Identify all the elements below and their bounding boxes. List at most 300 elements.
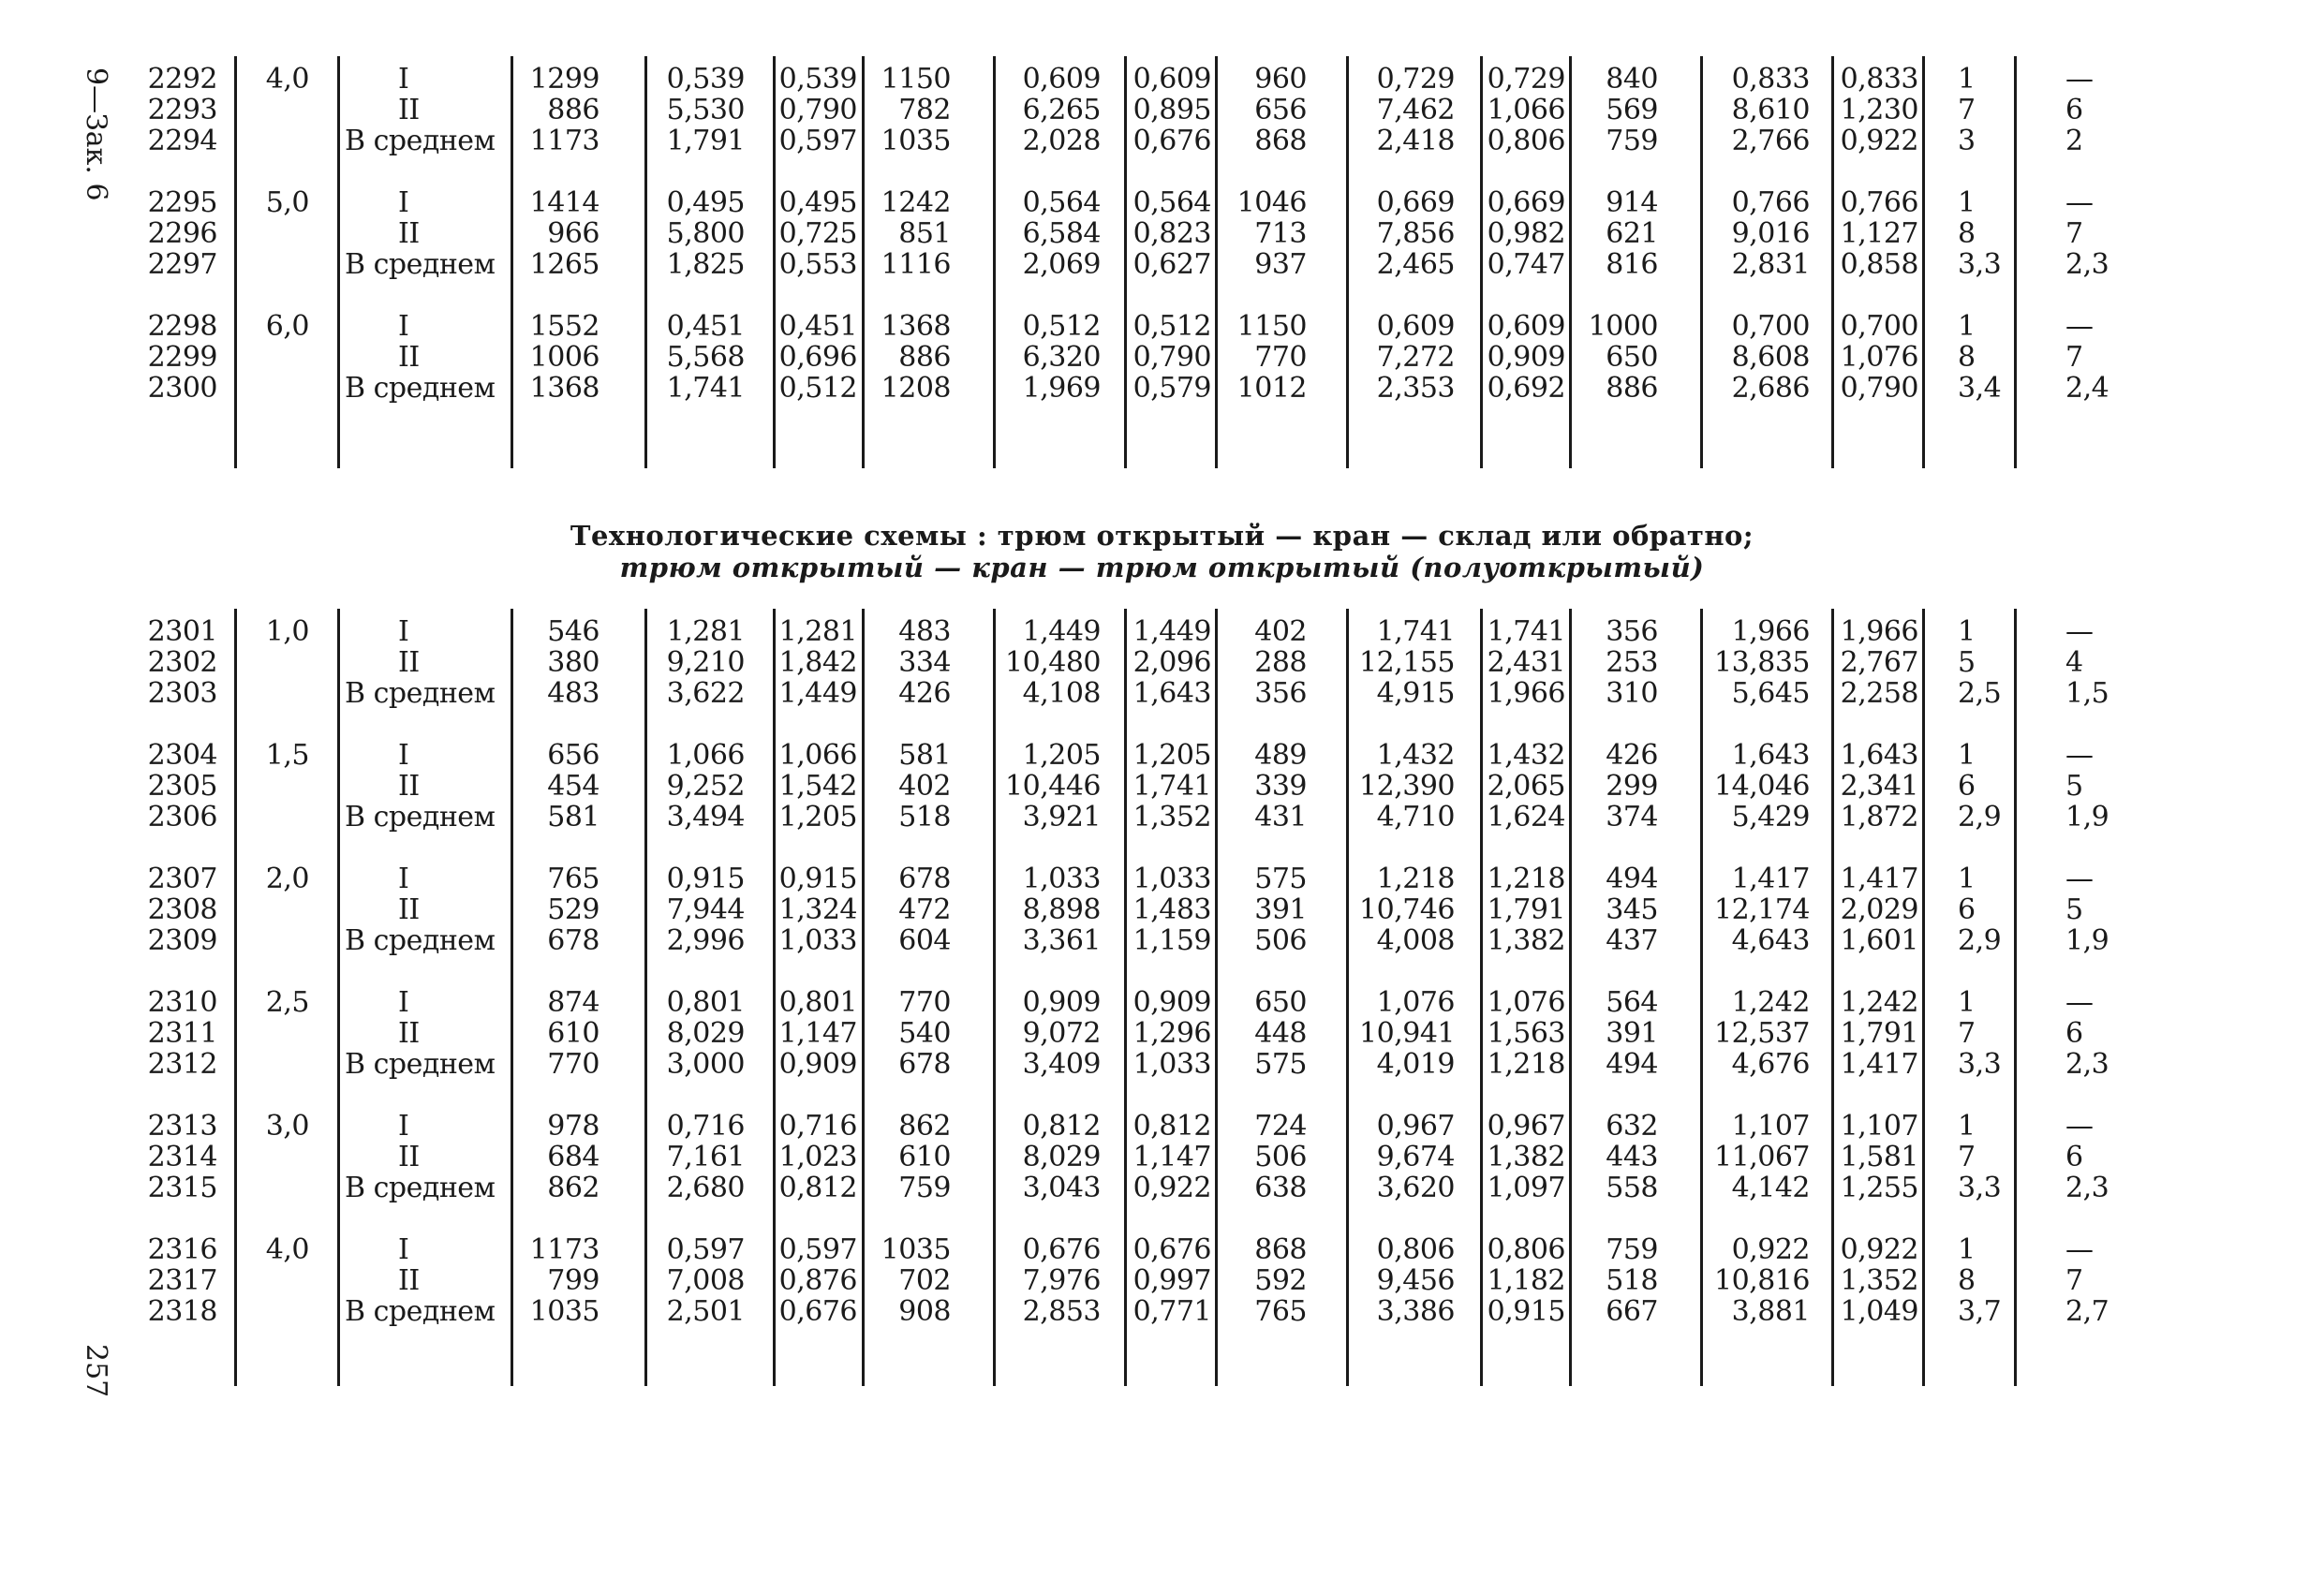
table-cell: 937 <box>1254 248 1307 281</box>
table-row <box>0 95 2324 125</box>
table-cell: 558 <box>1606 1172 1658 1204</box>
table-cell: 592 <box>1254 1264 1307 1297</box>
table-row <box>0 740 2324 771</box>
table-cell: 0,564 <box>1022 186 1101 219</box>
table-cell: 886 <box>1606 372 1658 405</box>
table-cell: 7 <box>2065 341 2083 374</box>
table-cell: 713 <box>1254 217 1307 250</box>
table-cell: 6,584 <box>1022 217 1101 250</box>
table-cell: 1,033 <box>1022 863 1101 895</box>
table-cell: 0,833 <box>1840 63 1918 96</box>
table-cell: 1,5 <box>2065 677 2109 710</box>
table-cell: 7,161 <box>666 1141 745 1173</box>
table-cell: 4,142 <box>1731 1172 1810 1204</box>
row-number: 2296 <box>147 217 217 250</box>
table-cell: 2,7 <box>2065 1295 2109 1328</box>
table-row <box>0 802 2324 833</box>
table-cell: 1,205 <box>1132 739 1211 772</box>
row-number: 2316 <box>147 1233 217 1266</box>
table-cell: 3,620 <box>1376 1172 1455 1204</box>
table-cell: 426 <box>898 677 951 710</box>
table-cell: 0,512 <box>1132 310 1211 343</box>
table-cell: 0,790 <box>778 94 857 126</box>
row-number: 2307 <box>147 863 217 895</box>
table-cell: 0,922 <box>1840 1233 1918 1266</box>
table-cell: 5 <box>2065 770 2083 803</box>
row-number: 2309 <box>147 924 217 957</box>
table-cell: 1006 <box>529 341 600 374</box>
table-cell: 402 <box>1254 615 1307 648</box>
table-cell: 1,127 <box>1840 217 1918 250</box>
table-cell: 10,446 <box>1005 770 1101 803</box>
table-cell: 0,512 <box>778 372 857 405</box>
table-cell: 2,418 <box>1376 125 1455 157</box>
row-type: I <box>398 63 409 96</box>
table-row <box>0 616 2324 647</box>
table-cell: 0,676 <box>1132 1233 1211 1266</box>
table-cell: 1,147 <box>778 1017 857 1050</box>
table-cell: 0,669 <box>1487 186 1565 219</box>
row-type: I <box>398 310 409 343</box>
table-row <box>0 125 2324 156</box>
table-cell: 9,072 <box>1022 1017 1101 1050</box>
table-cell: 8,029 <box>666 1017 745 1050</box>
row-type: II <box>398 1141 420 1173</box>
table-cell: 960 <box>1254 63 1307 96</box>
table-cell: 1,076 <box>1487 986 1565 1019</box>
table-cell: 0,451 <box>778 310 857 343</box>
table-cell: 506 <box>1254 1141 1307 1173</box>
row-number: 2295 <box>147 186 217 219</box>
row-type: I <box>398 1110 409 1143</box>
table-cell: 621 <box>1606 217 1658 250</box>
table-cell: 0,609 <box>1022 63 1101 96</box>
table-cell: 10,941 <box>1359 1017 1455 1050</box>
row-type: I <box>398 986 409 1019</box>
table-cell: — <box>2065 986 2094 1019</box>
sheet-mark: 9—Зак. 6 <box>80 67 112 201</box>
table-cell: 1,023 <box>778 1141 857 1173</box>
table-cell: 0,922 <box>1731 1233 1810 1266</box>
table-cell: 908 <box>898 1295 951 1328</box>
table-cell: 702 <box>898 1264 951 1297</box>
table-cell: 3,622 <box>666 677 745 710</box>
table-cell: 8,608 <box>1731 341 1810 374</box>
table-cell: 1046 <box>1236 186 1307 219</box>
table-cell: 1,255 <box>1840 1172 1918 1204</box>
table-cell: 770 <box>1254 341 1307 374</box>
table-cell: 3,4 <box>1958 372 2002 405</box>
row-type: В среднем <box>345 1172 496 1204</box>
table-cell: 0,876 <box>778 1264 857 1297</box>
row-number: 2304 <box>147 739 217 772</box>
table-cell: 494 <box>1606 1048 1658 1081</box>
table-cell: — <box>2065 863 2094 895</box>
table-row <box>0 1296 2324 1327</box>
table-cell: 1,791 <box>1840 1017 1918 1050</box>
table-cell: 1,643 <box>1731 739 1810 772</box>
row-number: 2306 <box>147 801 217 833</box>
table-cell: 10,480 <box>1005 646 1101 679</box>
table-cell: 5,530 <box>666 94 745 126</box>
table-cell: 6,265 <box>1022 94 1101 126</box>
table-cell: 14,046 <box>1714 770 1810 803</box>
section-title-line1: Технологические схемы : трюм открытый — кран — склад или обратно; <box>570 520 1754 552</box>
table-cell: 1035 <box>529 1295 600 1328</box>
table-cell: 7,856 <box>1376 217 1455 250</box>
table-cell: 569 <box>1606 94 1658 126</box>
table-cell: 1,417 <box>1840 1048 1918 1081</box>
table-cell: 288 <box>1254 646 1307 679</box>
table-row <box>0 771 2324 802</box>
table-cell: 0,676 <box>778 1295 857 1328</box>
param-value: 4,0 <box>265 63 309 96</box>
table-cell: 3,000 <box>666 1048 745 1081</box>
table-cell: 0,922 <box>1132 1172 1211 1204</box>
table-cell: 765 <box>1254 1295 1307 1328</box>
table-cell: 0,909 <box>1487 341 1565 374</box>
table-cell: — <box>2065 739 2094 772</box>
table-cell: 840 <box>1606 63 1658 96</box>
row-number: 2315 <box>147 1172 217 1204</box>
table-cell: 0,669 <box>1376 186 1455 219</box>
table-cell: 610 <box>898 1141 951 1173</box>
table-cell: 5,645 <box>1731 677 1810 710</box>
param-value: 2,0 <box>265 863 309 895</box>
table-cell: 3,3 <box>1958 248 2002 281</box>
table-cell: 0,895 <box>1132 94 1211 126</box>
table-cell: 2,353 <box>1376 372 1455 405</box>
table-row <box>0 925 2324 956</box>
table-cell: 782 <box>898 94 951 126</box>
table-cell: 3 <box>1958 125 1976 157</box>
row-type: В среднем <box>345 1048 496 1081</box>
table-cell: 494 <box>1606 863 1658 895</box>
table-cell: 10,816 <box>1714 1264 1810 1297</box>
table-cell: 7,272 <box>1376 341 1455 374</box>
table-row <box>0 249 2324 280</box>
table-cell: 3,3 <box>1958 1048 2002 1081</box>
table-cell: 9,674 <box>1376 1141 1455 1173</box>
table-cell: 1,230 <box>1840 94 1918 126</box>
table-cell: 978 <box>547 1110 600 1143</box>
table-cell: 1,182 <box>1487 1264 1565 1297</box>
table-cell: 1000 <box>1588 310 1658 343</box>
table-cell: 0,812 <box>1022 1110 1101 1143</box>
table-cell: 1,159 <box>1132 924 1211 957</box>
table-cell: 1,966 <box>1731 615 1810 648</box>
table-cell: 2,766 <box>1731 125 1810 157</box>
table-cell: 604 <box>898 924 951 957</box>
table-cell: 4,108 <box>1022 677 1101 710</box>
table-cell: 1,382 <box>1487 1141 1565 1173</box>
table-cell: — <box>2065 310 2094 343</box>
table-cell: 345 <box>1606 893 1658 926</box>
table-cell: 518 <box>898 801 951 833</box>
table-cell: 3,921 <box>1022 801 1101 833</box>
table-cell: 770 <box>898 986 951 1019</box>
table-cell: 0,609 <box>1487 310 1565 343</box>
table-cell: 0,747 <box>1487 248 1565 281</box>
table-cell: 0,692 <box>1487 372 1565 405</box>
table-cell: 10,746 <box>1359 893 1455 926</box>
table-cell: 0,609 <box>1376 310 1455 343</box>
row-number: 2314 <box>147 1141 217 1173</box>
table-cell: 12,390 <box>1359 770 1455 803</box>
row-type: II <box>398 646 420 679</box>
table-cell: 1242 <box>881 186 951 219</box>
table-cell: 2,3 <box>2065 1172 2109 1204</box>
table-cell: 0,716 <box>666 1110 745 1143</box>
table-cell: 7,462 <box>1376 94 1455 126</box>
table-cell: 391 <box>1254 893 1307 926</box>
table-cell: 0,997 <box>1132 1264 1211 1297</box>
table-cell: 1,966 <box>1487 677 1565 710</box>
param-value: 6,0 <box>265 310 309 343</box>
table-cell: 0,823 <box>1132 217 1211 250</box>
table-cell: 1,741 <box>1376 615 1455 648</box>
table-cell: 1,281 <box>666 615 745 648</box>
table-cell: 7 <box>1958 1017 1976 1050</box>
table-cell: 7,944 <box>666 893 745 926</box>
table-cell: 0,716 <box>778 1110 857 1143</box>
table-cell: 1,242 <box>1840 986 1918 1019</box>
table-cell: 3,043 <box>1022 1172 1101 1204</box>
table-cell: 2,431 <box>1487 646 1565 679</box>
table-cell: 0,806 <box>1376 1233 1455 1266</box>
table-cell: 1 <box>1958 739 1976 772</box>
table-cell: 1 <box>1958 186 1976 219</box>
table-cell: 1 <box>1958 615 1976 648</box>
table-cell: 12,155 <box>1359 646 1455 679</box>
table-cell: 0,564 <box>1132 186 1211 219</box>
table-cell: 1116 <box>881 248 951 281</box>
table-cell: 437 <box>1606 924 1658 957</box>
table-cell: 0,729 <box>1376 63 1455 96</box>
table-cell: 540 <box>898 1017 951 1050</box>
table-cell: 6 <box>2065 1141 2083 1173</box>
table-cell: 0,915 <box>666 863 745 895</box>
table-cell: 1,033 <box>1132 1048 1211 1081</box>
table-cell: 1,966 <box>1840 615 1918 648</box>
table-cell: 1 <box>1958 1110 1976 1143</box>
table-cell: 2,767 <box>1840 646 1918 679</box>
table-cell: 0,700 <box>1731 310 1810 343</box>
table-cell: 0,539 <box>778 63 857 96</box>
table-cell: 3,7 <box>1958 1295 2002 1328</box>
row-number: 2303 <box>147 677 217 710</box>
table-cell: 0,909 <box>778 1048 857 1081</box>
row-type: В среднем <box>345 924 496 957</box>
table-cell: 678 <box>898 863 951 895</box>
table-cell: 356 <box>1606 615 1658 648</box>
table-cell: 2,258 <box>1840 677 1918 710</box>
table-cell: 1173 <box>529 1233 600 1266</box>
table-cell: 2,9 <box>1958 924 2002 957</box>
table-row <box>0 678 2324 709</box>
table-cell: 610 <box>547 1017 600 1050</box>
table-cell: 1,205 <box>778 801 857 833</box>
table-cell: 2,853 <box>1022 1295 1101 1328</box>
row-number: 2311 <box>147 1017 217 1050</box>
table-cell: 6 <box>1958 893 1976 926</box>
table-cell: 489 <box>1254 739 1307 772</box>
table-cell: 454 <box>547 770 600 803</box>
param-value: 1,0 <box>265 615 309 648</box>
table-cell: 402 <box>898 770 951 803</box>
table-cell: 0,766 <box>1840 186 1918 219</box>
table-cell: 678 <box>547 924 600 957</box>
row-number: 2317 <box>147 1264 217 1297</box>
row-type: II <box>398 94 420 126</box>
row-type: В среднем <box>345 801 496 833</box>
table-cell: 8,610 <box>1731 94 1810 126</box>
table-cell: 299 <box>1606 770 1658 803</box>
table-cell: 12,537 <box>1714 1017 1810 1050</box>
table-cell: 1,741 <box>1132 770 1211 803</box>
table-cell: 0,790 <box>1840 372 1918 405</box>
table-cell: 2,686 <box>1731 372 1810 405</box>
table-cell: 5,800 <box>666 217 745 250</box>
table-cell: 966 <box>547 217 600 250</box>
table-cell: 0,700 <box>1840 310 1918 343</box>
table-cell: 0,812 <box>778 1172 857 1204</box>
table-row <box>0 1142 2324 1173</box>
table-cell: 2,3 <box>2065 248 2109 281</box>
row-type: В среднем <box>345 372 496 405</box>
table-cell: — <box>2065 1110 2094 1143</box>
table-cell: 0,766 <box>1731 186 1810 219</box>
row-type: I <box>398 1233 409 1266</box>
table-cell: 581 <box>898 739 951 772</box>
row-number: 2318 <box>147 1295 217 1328</box>
table-cell: 2,029 <box>1840 893 1918 926</box>
param-value: 3,0 <box>265 1110 309 1143</box>
table-cell: 1 <box>1958 986 1976 1019</box>
table-cell: 656 <box>1254 94 1307 126</box>
table-cell: 8 <box>1958 217 1976 250</box>
table-cell: 1,352 <box>1132 801 1211 833</box>
table-cell: 483 <box>547 677 600 710</box>
table-cell: 9,016 <box>1731 217 1810 250</box>
row-type: II <box>398 770 420 803</box>
table-cell: 2,680 <box>666 1172 745 1204</box>
table-cell: — <box>2065 63 2094 96</box>
table-cell: 0,790 <box>1132 341 1211 374</box>
table-cell: 0,676 <box>1022 1233 1101 1266</box>
row-number: 2313 <box>147 1110 217 1143</box>
table-cell: 1,382 <box>1487 924 1565 957</box>
table-cell: 1,542 <box>778 770 857 803</box>
table-cell: 2,028 <box>1022 125 1101 157</box>
table-cell: 1,097 <box>1487 1172 1565 1204</box>
table-cell: 0,597 <box>778 125 857 157</box>
table-cell: 1,296 <box>1132 1017 1211 1050</box>
table-cell: 0,806 <box>1487 125 1565 157</box>
table-cell: 8,029 <box>1022 1141 1101 1173</box>
table-cell: 1265 <box>529 248 600 281</box>
table-cell: 638 <box>1254 1172 1307 1204</box>
table-row <box>0 64 2324 95</box>
table-cell: 443 <box>1606 1141 1658 1173</box>
table-cell: 3,409 <box>1022 1048 1101 1081</box>
table-row <box>0 342 2324 373</box>
page-number: 257 <box>80 1344 112 1398</box>
table-cell: 1,352 <box>1840 1264 1918 1297</box>
table-cell: — <box>2065 186 2094 219</box>
table-cell: 4,019 <box>1376 1048 1455 1081</box>
row-type: II <box>398 217 420 250</box>
table-cell: 1552 <box>529 310 600 343</box>
table-cell: 0,801 <box>666 986 745 1019</box>
table-cell: 0,553 <box>778 248 857 281</box>
table-cell: 4,915 <box>1376 677 1455 710</box>
table-cell: 5 <box>2065 893 2083 926</box>
table-cell: 678 <box>898 1048 951 1081</box>
table-cell: 1,107 <box>1840 1110 1918 1143</box>
table-cell: 391 <box>1606 1017 1658 1050</box>
row-number: 2310 <box>147 986 217 1019</box>
table-cell: 6 <box>1958 770 1976 803</box>
table-cell: 0,812 <box>1132 1110 1211 1143</box>
table-cell: 886 <box>547 94 600 126</box>
table-cell: 868 <box>1254 1233 1307 1266</box>
table-cell: 886 <box>898 341 951 374</box>
table-cell: 0,676 <box>1132 125 1211 157</box>
table-cell: 0,915 <box>778 863 857 895</box>
table-cell: 759 <box>1606 1233 1658 1266</box>
table-cell: 1,033 <box>778 924 857 957</box>
row-type: I <box>398 615 409 648</box>
table-cell: 1,147 <box>1132 1141 1211 1173</box>
table-cell: 1,218 <box>1376 863 1455 895</box>
table-cell: 1,483 <box>1132 893 1211 926</box>
table-cell: — <box>2065 1233 2094 1266</box>
row-type: I <box>398 863 409 895</box>
table-row <box>0 1173 2324 1203</box>
table-cell: 334 <box>898 646 951 679</box>
param-value: 2,5 <box>265 986 309 1019</box>
table-cell: 11,067 <box>1714 1141 1810 1173</box>
table-cell: 1 <box>1958 1233 1976 1266</box>
data-table-top <box>0 56 2324 478</box>
table-cell: 0,609 <box>1132 63 1211 96</box>
table-row <box>0 187 2324 218</box>
table-cell: 1 <box>1958 310 1976 343</box>
table-cell: 0,495 <box>778 186 857 219</box>
table-cell: 6,320 <box>1022 341 1101 374</box>
table-cell: 4,008 <box>1376 924 1455 957</box>
table-cell: 1,842 <box>778 646 857 679</box>
table-cell: 564 <box>1606 986 1658 1019</box>
table-cell: 1,205 <box>1022 739 1101 772</box>
table-cell: 506 <box>1254 924 1307 957</box>
table-cell: 4,643 <box>1731 924 1810 957</box>
row-type: В среднем <box>345 125 496 157</box>
table-cell: 581 <box>547 801 600 833</box>
table-cell: 0,597 <box>778 1233 857 1266</box>
table-cell: 5,429 <box>1731 801 1810 833</box>
table-cell: 851 <box>898 217 951 250</box>
table-cell: 1,449 <box>1132 615 1211 648</box>
table-cell: 1,076 <box>1840 341 1918 374</box>
table-row <box>0 373 2324 404</box>
table-cell: 1208 <box>881 372 951 405</box>
table-cell: 0,982 <box>1487 217 1565 250</box>
table-cell: 2,465 <box>1376 248 1455 281</box>
table-cell: 1012 <box>1236 372 1307 405</box>
data-table-bottom <box>0 609 2324 1398</box>
